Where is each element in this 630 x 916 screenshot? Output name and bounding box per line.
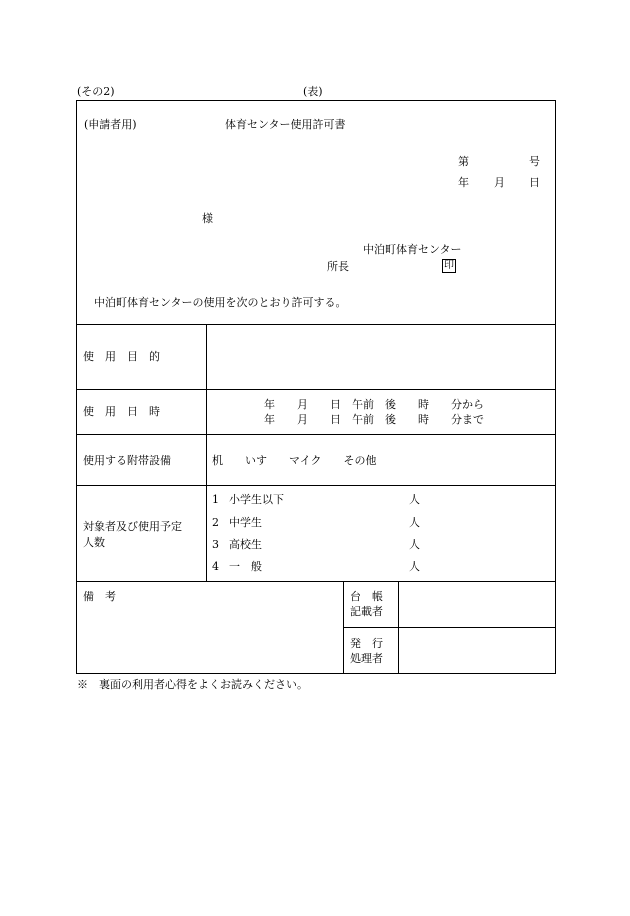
number-prefix: 第 xyxy=(458,155,469,168)
target-unit: 人 xyxy=(409,538,420,551)
addressee-honorific: 様 xyxy=(202,212,213,225)
divider xyxy=(343,627,555,628)
remarks-label: 備 考 xyxy=(83,590,116,603)
date-month: 月 xyxy=(494,176,505,189)
issuer-org: 中泊町体育センター xyxy=(363,243,462,256)
datetime-to: 年 月 日 午前 後 時 分まで xyxy=(264,413,484,426)
issuer-label-line1: 発 行 xyxy=(350,637,383,650)
target-unit: 人 xyxy=(409,493,420,506)
ledger-label-line1: 台 帳 xyxy=(350,590,383,603)
label-column-divider xyxy=(206,324,207,581)
copy-label: (申請者用) xyxy=(84,118,137,131)
target-unit: 人 xyxy=(409,560,420,573)
target-name: 中学生 xyxy=(229,516,262,529)
number-suffix: 号 xyxy=(529,155,540,168)
divider xyxy=(77,389,555,390)
ledger-label-line2: 記載者 xyxy=(350,605,383,618)
remarks-divider xyxy=(343,581,344,673)
datetime-label: 使 用 日 時 xyxy=(83,405,160,418)
target-label-line1: 対象者及び使用予定 xyxy=(83,520,182,533)
permit-form xyxy=(76,100,556,674)
divider xyxy=(77,324,555,325)
footnote: ※ 裏面の利用者心得をよくお読みください。 xyxy=(77,678,308,691)
issuer-title: 所長 xyxy=(327,260,349,273)
issuer-label-line2: 処理者 xyxy=(350,652,383,665)
form-number: (その2) xyxy=(77,85,115,98)
form-side: (表) xyxy=(303,85,323,98)
target-name: 高校生 xyxy=(229,538,262,551)
divider xyxy=(77,485,555,486)
target-label-line2: 人数 xyxy=(83,536,105,549)
purpose-label: 使 用 目 的 xyxy=(83,350,160,363)
equipment-items: 机 いす マイク その他 xyxy=(212,454,377,467)
target-num: 2 xyxy=(212,516,219,529)
target-name: 一 般 xyxy=(229,560,262,573)
target-name: 小学生以下 xyxy=(229,493,284,506)
date-day: 日 xyxy=(529,176,540,189)
target-num: 1 xyxy=(212,493,219,506)
target-num: 4 xyxy=(212,560,219,573)
permit-title: 体育センター使用許可書 xyxy=(225,118,346,131)
equipment-label: 使用する附帯設備 xyxy=(83,454,171,467)
target-num: 3 xyxy=(212,538,219,551)
permit-statement: 中泊町体育センターの使用を次のとおり許可する。 xyxy=(94,296,347,309)
divider xyxy=(77,434,555,435)
signoff-divider xyxy=(398,581,399,673)
divider xyxy=(77,581,555,582)
date-year: 年 xyxy=(458,176,469,189)
datetime-from: 年 月 日 午前 後 時 分から xyxy=(264,398,484,411)
seal-stamp: 印 xyxy=(444,260,454,271)
target-unit: 人 xyxy=(409,516,420,529)
